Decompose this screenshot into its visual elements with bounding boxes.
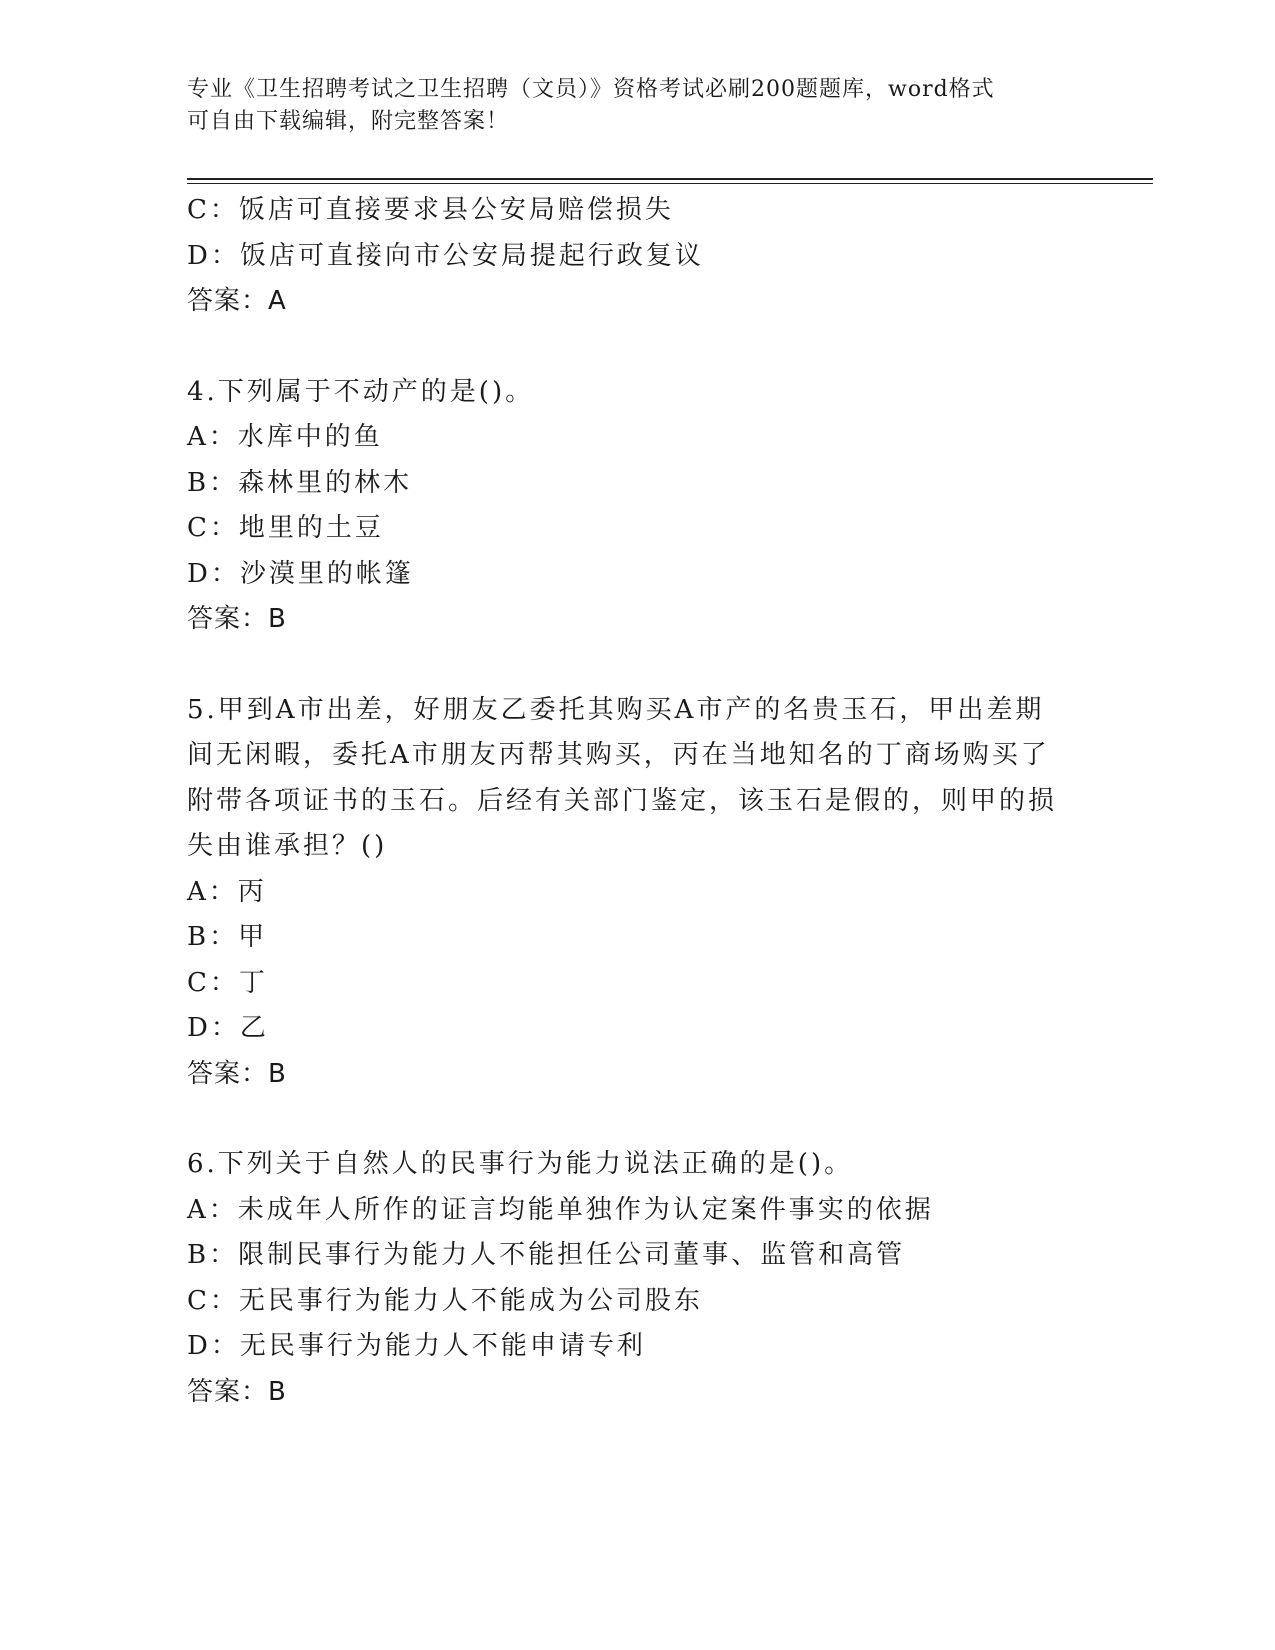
header-title-line-1: 专业《卫生招聘考试之卫生招聘（文员）》资格考试必刷200题题库，word格式 bbox=[187, 77, 995, 102]
option-c: C：无民事行为能力人不能成为公司股东 bbox=[187, 1285, 703, 1316]
document-header bbox=[187, 74, 1067, 138]
question-block-3-continued bbox=[187, 188, 1067, 325]
option-c: C：丁 bbox=[187, 967, 268, 998]
answer-line: 答案：B bbox=[187, 604, 287, 634]
header-divider-thin bbox=[187, 183, 1153, 184]
option-c: C：饭店可直接要求县公安局赔偿损失 bbox=[187, 195, 674, 225]
question-list bbox=[187, 188, 1067, 1415]
option-b: B：限制民事行为能力人不能担任公司董事、监管和高管 bbox=[187, 1240, 906, 1270]
header-divider-thick bbox=[187, 178, 1153, 180]
option-b: B：甲 bbox=[187, 922, 268, 952]
option-d: D：饭店可直接向市公安局提起行政复议 bbox=[187, 240, 704, 271]
option-d: D：无民事行为能力人不能申请专利 bbox=[187, 1331, 646, 1361]
option-d: D：乙 bbox=[187, 1013, 269, 1043]
option-a: A：水库中的鱼 bbox=[187, 422, 383, 452]
question-block-4 bbox=[187, 370, 1067, 643]
question-spacer bbox=[187, 643, 1067, 688]
question-stem: 4.下列属于不动产的是()。 bbox=[187, 376, 535, 407]
option-a: A：未成年人所作的证言均能单独作为认定案件事实的依据 bbox=[187, 1194, 934, 1225]
option-c: C：地里的土豆 bbox=[187, 513, 384, 543]
question-block-5 bbox=[187, 688, 1067, 1098]
question-block-6 bbox=[187, 1142, 1067, 1415]
option-d: D：沙漠里的帐篷 bbox=[187, 558, 414, 589]
answer-line: 答案：A bbox=[187, 286, 287, 316]
question-stem: 6.下列关于自然人的民事行为能力说法正确的是()。 bbox=[187, 1149, 854, 1179]
header-title-line-2: 可自由下载编辑，附完整答案！ bbox=[187, 109, 510, 134]
question-spacer bbox=[187, 325, 1067, 370]
answer-line: 答案：B bbox=[187, 1376, 287, 1407]
option-b: B：森林里的林木 bbox=[187, 467, 413, 498]
question-stem: 5.甲到A市出差，好朋友乙委托其购买A市产的名贵玉石，甲出差期间无闲暇，委托A市朋友丙帮其购买，丙在当地知名的丁商场购买了附带各项证书的玉石。后经有关部门鉴定，该玉石是假的，则甲的损失由谁承担？() bbox=[187, 694, 1058, 861]
question-spacer bbox=[187, 1097, 1067, 1142]
answer-line: 答案：B bbox=[187, 1058, 287, 1089]
option-a: A：丙 bbox=[187, 876, 267, 907]
